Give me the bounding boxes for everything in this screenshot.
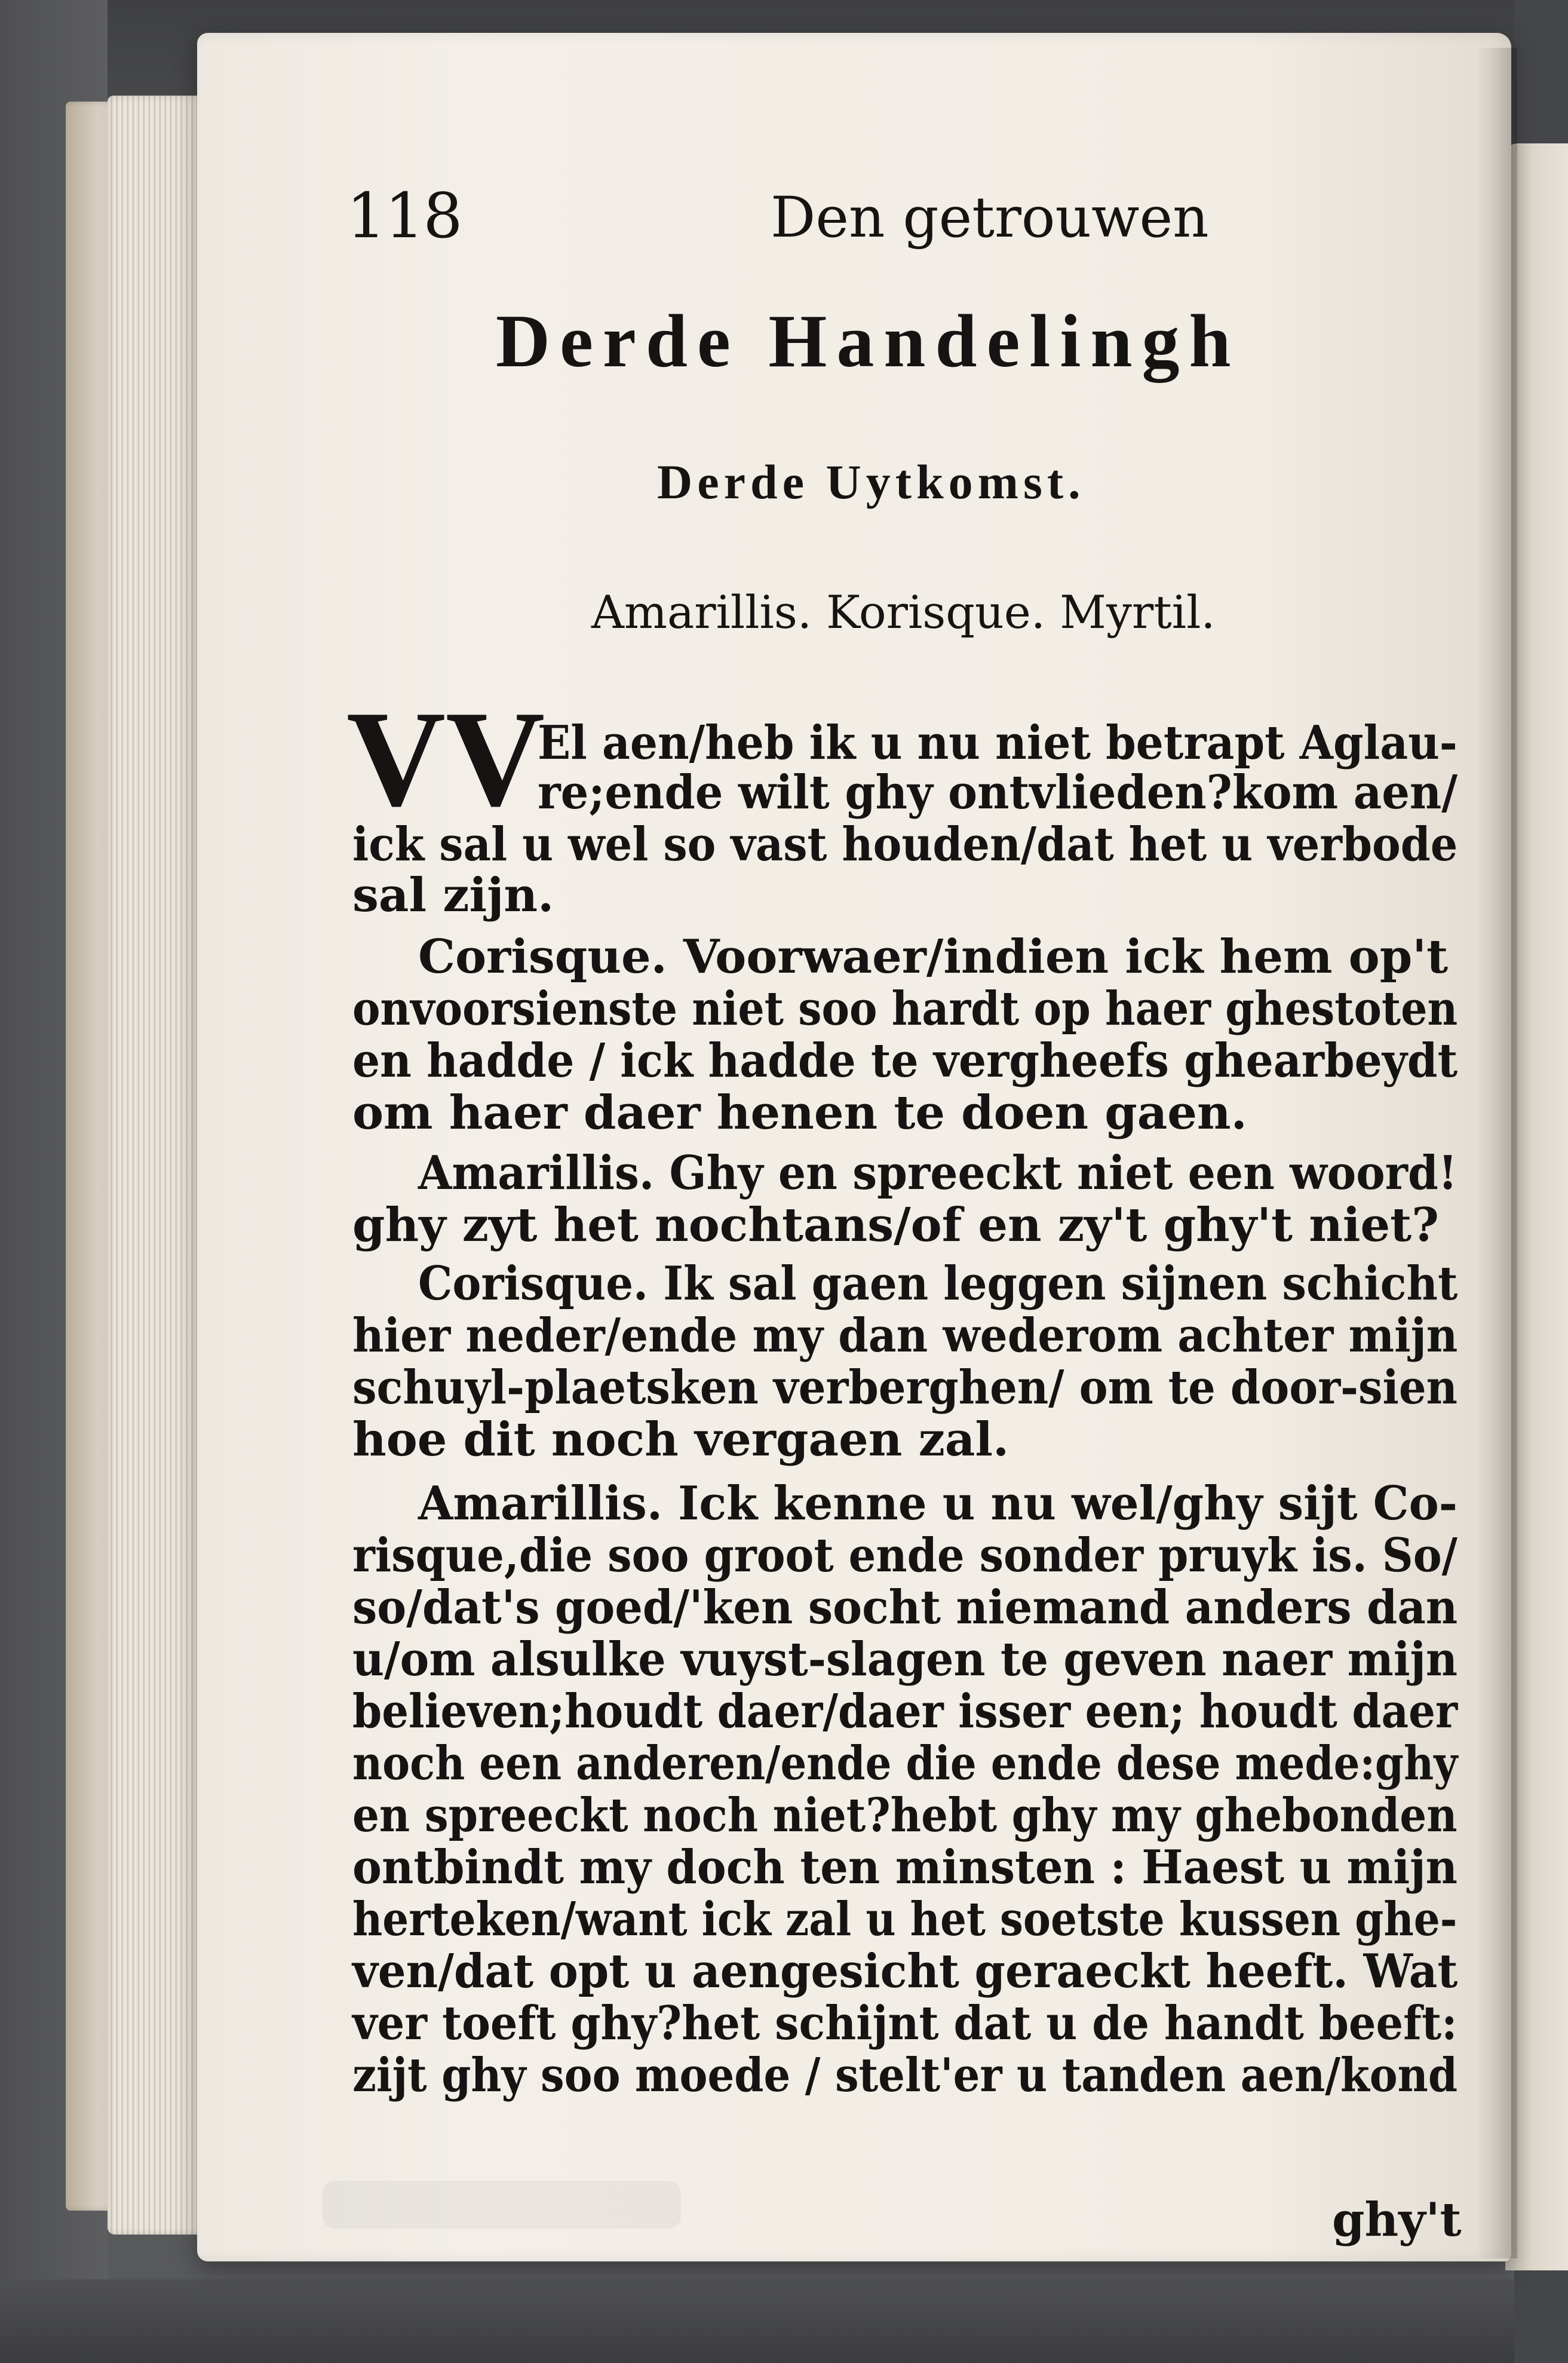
text-line: u/om alsulke vuyst-slagen te geven naer mijn (352, 1632, 1457, 1687)
text-line: ontbindt my doch ten minsten : Haest u mijn (352, 1840, 1458, 1895)
page-number: 118 (346, 179, 462, 252)
text-line: en spreeckt noch niet?hebt ghy my ghebonden (352, 1788, 1457, 1843)
scene-title: Derde Uytkomst. (657, 455, 1085, 509)
text-line: ick sal u wel so vast houden/dat het u verbode (352, 817, 1458, 872)
text-line: noch een anderen/ende die ende dese mede:ghy (352, 1736, 1458, 1791)
text-line: hoe dit noch vergaen zal. (352, 1412, 1009, 1467)
text-line: believen;houdt daer/daer isser een; houdt daer (352, 1684, 1458, 1739)
text-line: Amarillis. Ick kenne u nu wel/ghy sijt Co- (418, 1476, 1457, 1531)
catchword: ghy't (1332, 2193, 1462, 2247)
text-line: sal zijn. (352, 868, 554, 922)
background-fabric-bottom (0, 2279, 1568, 2363)
text-line: ghy zyt het nochtans/of en zy't ghy't niet? (352, 1198, 1439, 1252)
text-line: om haer daer henen te doen gaen. (352, 1086, 1247, 1140)
show-through-smudge (323, 2181, 681, 2229)
text-line: herteken/want ick zal u het soetste kussen ghe- (352, 1892, 1457, 1947)
text-line: Corisque. Ik sal gaen leggen sijnen schicht (418, 1256, 1458, 1311)
text-line: El aen/heb ik u nu niet betrapt Aglau- (538, 716, 1457, 770)
gutter-shadow (1475, 48, 1517, 2258)
text-line: so/dat's goed/'ken socht niemand anders dan (352, 1580, 1458, 1635)
text-line: re;ende wilt ghy ontvlieden?kom aen/ (538, 765, 1458, 820)
text-line: en hadde / ick hadde te vergheefs ghearbeydt (352, 1034, 1458, 1088)
running-title: Den getrouwen (771, 185, 1209, 250)
text-line: hier neder/ende my dan wederom achter mijn (352, 1308, 1458, 1363)
drop-initial: VV (346, 682, 545, 835)
text-line: onvoorsienste niet soo hardt op haer ghestoten (352, 982, 1458, 1036)
text-line: ver toeft ghy?het schijnt dat u de handt beeft: (352, 1996, 1457, 2051)
text-line: Corisque. Voorwaer/indien ick hem op't (418, 930, 1449, 984)
text-line: ven/dat opt u aengesicht geraeckt heeft. Wat (352, 1944, 1458, 1999)
act-title: Derde Handelingh (496, 300, 1241, 383)
running-head (0, 179, 1568, 257)
cast-list: Amarillis. Korisque. Myrtil. (591, 586, 1216, 639)
text-line: Amarillis. Ghy en spreeckt niet een woord! (418, 1146, 1457, 1200)
text-line: risque,die soo groot ende sonder pruyk is. So/ (352, 1528, 1457, 1583)
text-line: schuyl-plaetsken verberghen/ om te door-sien (352, 1360, 1457, 1415)
text-line: zijt ghy soo moede / stelt'er u tanden aen/kond (352, 2048, 1458, 2103)
